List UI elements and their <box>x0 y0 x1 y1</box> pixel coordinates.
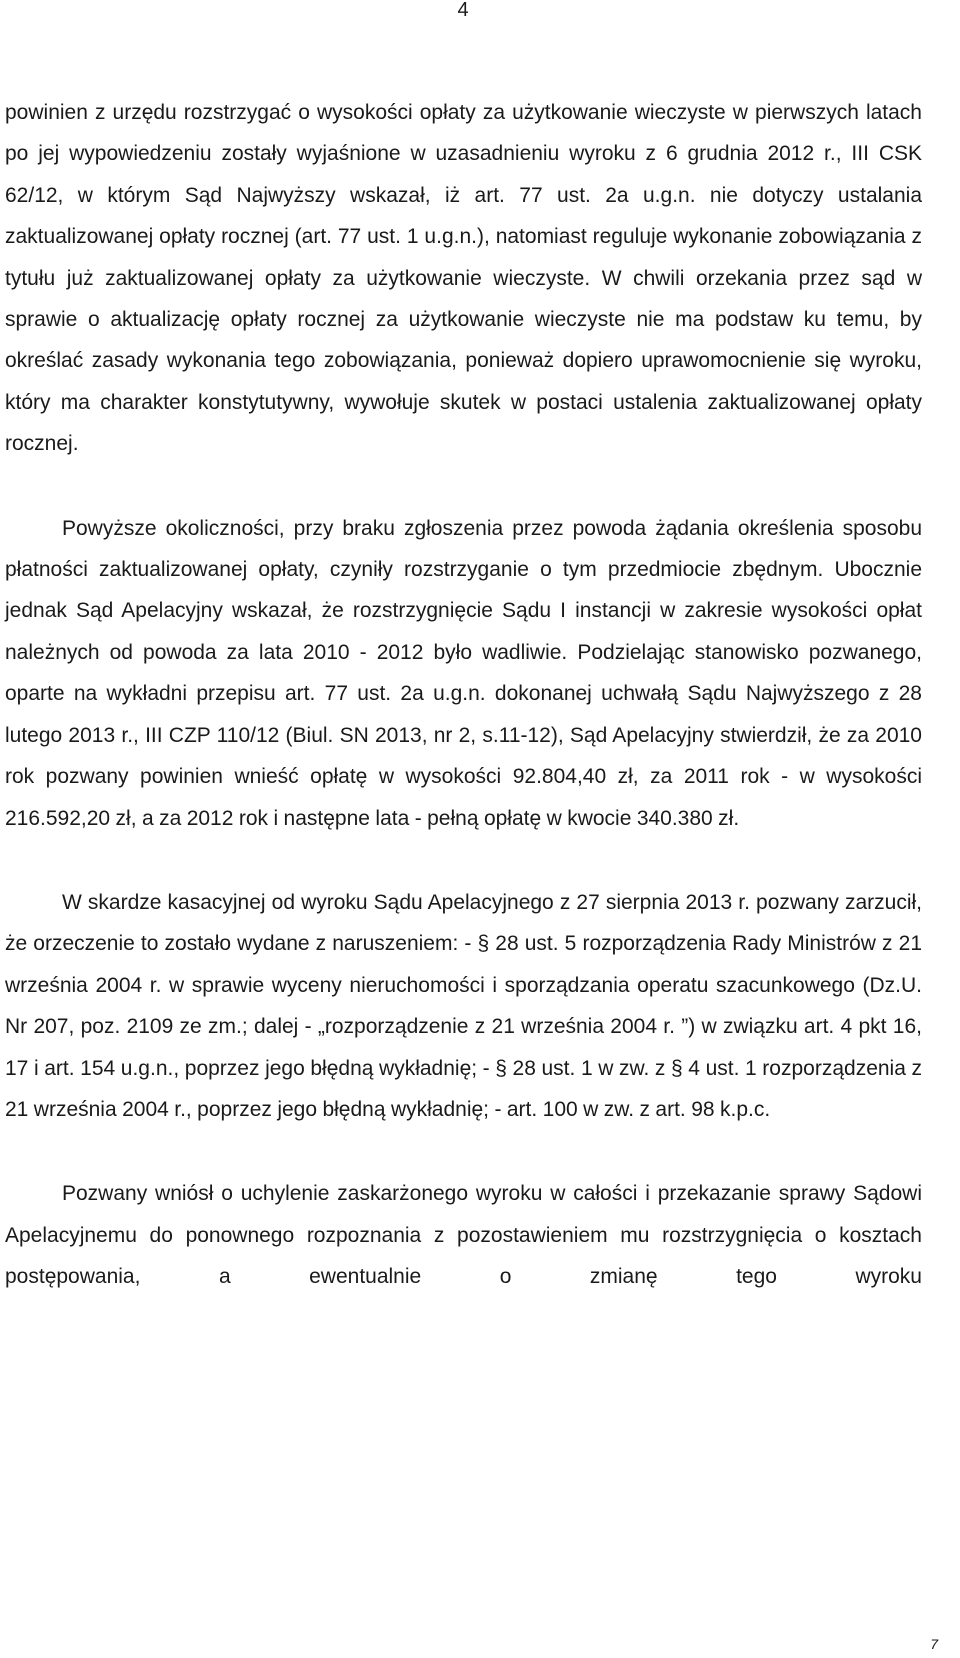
paragraph-4: Pozwany wniósł o uchylenie zaskarżonego wyroku w całości i przekazanie sprawy Sądowi Apelacyjnemu do ponownego rozpoznania z pozostawieniem mu rozstrzygnięcia o kosztach postępowania, a ewentualnie o zmianę tego wyroku <box>5 1182 922 1289</box>
paragraph-2: Powyższe okoliczności, przy braku zgłoszenia przez powoda żądania określenia sposobu płatności zaktualizowanej opłaty, czyniły rozstrzyganie o tym przedmiocie zbędnym. Ubocznie jednak Sąd Apelacyjny wskazał, że rozstrzygnięcie Sądu I instancji w zakresie wysokości opłat należnych od powoda za lata 2010 - 2012 było wadliwie. Podzielając stanowisko pozwanego, oparte na wykładni przepisu art. 77 ust. 2a u.g.n. dokonanej uchwałą Sądu Najwyższego z 28 lutego 2013 r., III CZP 110/12 (Biul. SN 2013, nr 2, s.11-12), Sąd Apelacyjny stwierdził, że za 2010 rok pozwany powinien wnieść opłatę w wysokości 92.804,40 zł, za 2011 rok - w wysokości 216.592,20 zł, a za 2012 rok i następne lata - pełną opłatę w kwocie 340.380 zł. <box>5 516 922 830</box>
corner-mark: 7 <box>930 1636 938 1652</box>
document-body <box>5 92 922 1341</box>
paragraph-3: W skardze kasacyjnej od wyroku Sądu Apelacyjnego z 27 sierpnia 2013 r. pozwany zarzucił, że orzeczenie to zostało wydane z naruszeniem: - § 28 ust. 5 rozporządzenia Rady Ministrów z 21 września 2004 r. w sprawie wyceny nieruchomości i sporządzania operatu szacunkowego (Dz.U. Nr 207, poz. 2109 ze zm.; dalej - „rozporządzenie z 21 września 2004 r. ”) w związku art. 4 pkt 16, 17 i art. 154 u.g.n., poprzez jego błędną wykładnię; - § 28 ust. 1 w zw. z § 4 ust. 1 rozporządzenia z 21 września 2004 r., poprzez jego błędną wykładnię; - art. 100 w zw. z art. 98 k.p.c. <box>5 890 922 1121</box>
paragraph-1: powinien z urzędu rozstrzygać o wysokości opłaty za użytkowanie wieczyste w pierwszych latach po jej wypowiedzeniu zostały wyjaśnione w uzasadnieniu wyroku z 6 grudnia 2012 r., III CSK 62/12, w którym Sąd Najwyższy wskazał, iż art. 77 ust. 2a u.g.n. nie dotyczy ustalania zaktualizowanej opłaty rocznej (art. 77 ust. 1 u.g.n.), natomiast reguluje wykonanie zobowiązania z tytułu już zaktualizowanej opłaty za użytkowanie wieczyste. W chwili orzekania przez sąd w sprawie o aktualizację opłaty rocznej za użytkowanie wieczyste nie ma podstaw ku temu, by określać zasady wykonania tego zobowiązania, ponieważ dopiero uprawomocnienie się wyroku, który ma charakter konstytutywny, wywołuje skutek w postaci ustalenia zaktualizowanej opłaty rocznej. <box>5 101 922 456</box>
page-number: 4 <box>457 0 469 21</box>
